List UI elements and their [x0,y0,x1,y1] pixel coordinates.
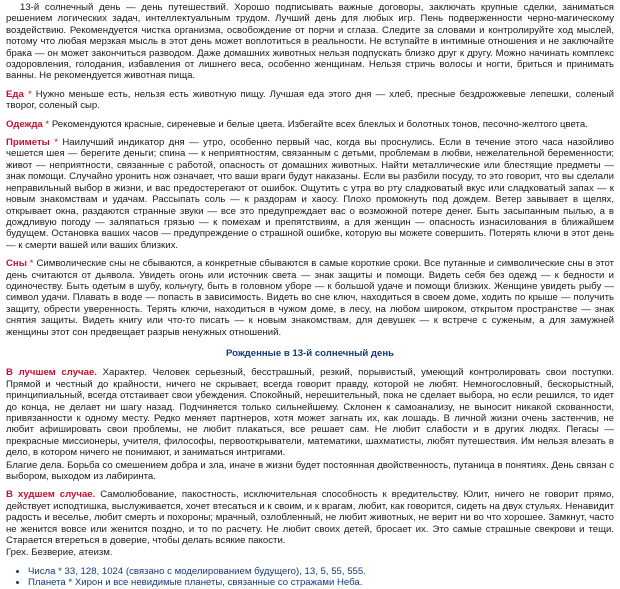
asterisk-icon: * [26,258,37,270]
best-case-note: Благие дела. Борьба со смешением добра и зла, иначе в жизни будет постоянная двойственность, путаница в понятиях. День связан с выбором, выходом из лабиринта. [6,459,614,483]
best-case-text: Характер. Человек серьезный, бесстрашный, резкий, порывистый, умеющий контролировать свои поступки. Прямой и честный до крайности, ничего не скрывает, всегда говорит правду, которой не любят. Немногословный, бескорыстный, принципиальный, всегда отстаивает свои убеждения. Спокойный, нерешительный, пока не сделает выбора, но если решился, то идет до конца, не делает ни шагу назад. Подчиняется только сильнейшему. Склонен к самоанализу, не выносит никакой скованности, привязанности к одному месту. Редко меняет партнеров, хотя может загнать их, как лошадь. В личной жизни очень застенчив, не любит афишировать свои проблемы, не любит плакаться, все решает сам. Не любит слабости и в других людях. Пегасы — прекрасные мисcионеры, учителя, философы, первооткрыватели, математики, шахматисты, любят путешествия. Им нельзя влезать в дело, в котором ничего не понимают, и заниматься интригами. [6,367,615,459]
section-omens [6,137,614,251]
asterisk-icon: * [42,118,52,130]
born-heading: Рожденные в 13-й солнечный день [225,347,395,359]
worst-case-text: Самолюбование, пакостность, исключительная способность к вредительству. Юлит, ничего не говорит прямо, действует исподтишка, выслуживается, хочет втесаться и к своим, и к врагам, любит, как говорится, сидеть на двух стульях. Ненавидит радость и веселье, любит смерть и похороны; мрачный, озлобленный, не любит животных, не верит ни во что хорошее. Замкнут, часто не женится вовсе или женится поздно, и то по расчету. Не любит своих детей, бросает их. Это самые страшные свекрови и тещи. Старается втереться в доверие, чтобы делать всякие пакости. [6,489,614,547]
intro-paragraph: 13-й солнечный день — день путешествий. Хорошо подписывать важные договоры, заключать крупные сделки, заниматься решением логических задач, интеллектуальным трудом. Лучший день для любых игр. Пень подверженности черно-магическому воздействию. Рекомендуется чистка организма, освобождение от порчи и сглаза. Следите за словами и контролируйте ход мыслей, потому что любая мерзкая мысль в этот день может воплотиться в реальности. Не вступайте в интимные отношения и не заключайте брака — он может закончиться разводом. Даже домашних животных нельзя подпускать близко друг к другу. Можно начинать комплекс оздоровления, голодания, избавления от лишнего веса, особенно женщинам. Нельзя стричь волосы и ногти, бриться и принимать ванны. Не рекомендуется животная пища. [6,2,614,82]
asterisk-icon: * [49,137,63,149]
section-omens-label: Приметы [6,137,50,149]
section-food-text: Нужно меньше есть, нельзя есть животную пищу. Лучшая еда этого дня — хлеб, пресные бездрожжевые лепешки, соленый творог, соленый сыр. [6,88,614,112]
section-dreams-label: Сны [6,258,27,270]
section-clothes-label: Одежда [6,118,43,130]
section-omens-text: Наилучший индикатор дня — утро, особенно первый час, когда вы проснулись. Если в течение этого часа назойливо чешется шея — берегите деньги; спина — к неприятностям, связанным с детьми, проблемам в любви, нежелательной беременности; живот — неприятности, связанные с работой, опасность от домашних животных. Найти металлические или блестящие предметы — знак помощи. Случайно уронить нож означает, что ваши враги будут наказаны. Если вы разбили посуду, то это говорит, что вы сделали неправильный выбор в жизни, и вас предостерегают от ошибок. Ощутить с утра во рту сладковатый вкус или сладковатый запах — к новым знакомствам и удачам. Рассыпать соль — к раздорам и хаосу. Плохо промокнуть под дождем. Ветер завывает в щелях, открывает окна, раздаются странные звуки — все это предупреждает вас о возможной потере денег. Быть засыпанным пылью, а в дождливую погоду — заляпаться грязью — к помехам и препятствиям, а для женщин — опасность изнасилования в ближайшем будущем. Остановка ваших часов — предупреждение о страшной ошибке, которую вы можете совершить. Потерять ключи в этот день — к смерти вашей или ваших близких. [6,137,614,251]
section-food [6,89,614,112]
list-item-planet: • Планета * Хирон и все невидимые планеты, связанные со стражами Неба. [28,577,614,588]
best-case-label: В лучшем случае. [6,367,97,379]
section-dreams-text: Символические сны не сбываются, а конкретные сбываются в самые короткие сроки. Все путанные и символические сны в этот день считаются от дьявола. Увидеть огонь или источник света — знак защиты и помощи. Видеть себя без одежд — к бедности и одиночеству. Быть одетым в шубу, кольчугу, быть в головном уборе — к большой удаче и помощи близких. Женщине увидеть рыбу — символ удачи. Плавать в воде — попасть в зависимость. Видеть во сне ключ, находиться в своем доме, ходить по крыше — получить защиту, обрести уверенность. Терять ключи, находиться в чужом доме, в лесу, на любом широком, открытом пространстве — знак снятия защиты. Видеть книгу или что-то писать — к новым знакомствам, для девушек — к встрече с суженым, а для замужней женщины этот сон предвещает разрыв ненужных отношений. [6,258,614,338]
section-clothes-text: Рекомендуются красные, сиреневые и белые цвета. Избегайте всех блеклых и болотных тонов, песочно-желтого цвета. [51,118,588,130]
section-food-label: Еда [6,88,24,100]
worst-case-paragraph [6,489,614,546]
worst-case-note: Грех. Безверие, атеизм. [6,547,113,559]
asterisk-icon: * [23,88,36,100]
best-case-paragraph [6,367,614,458]
list-item-numbers: • Числа * 33, 128, 1024 (связано с моделированием будущего), 13, 5, 55, 555. [28,566,614,577]
section-dreams [6,258,614,338]
worst-case-label: В худшем случае. [6,489,96,501]
section-clothes [6,119,614,130]
footer-list [6,566,614,589]
